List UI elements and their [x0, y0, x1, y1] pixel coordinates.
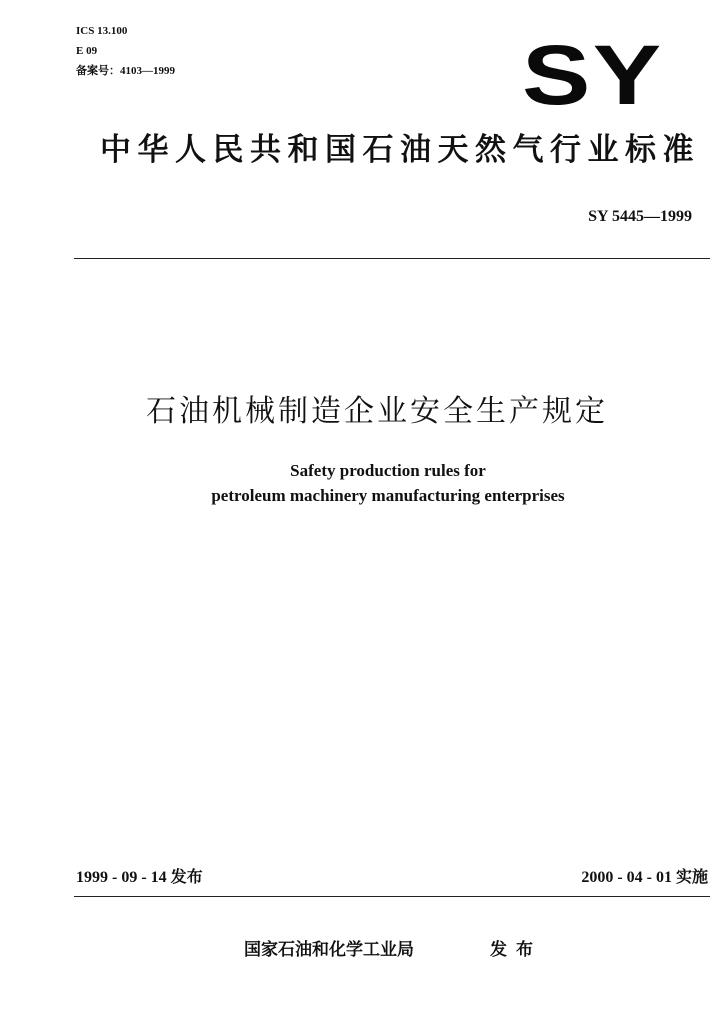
publisher-name: 国家石油和化学工业局	[244, 940, 414, 960]
standard-number: SY 5445—1999	[588, 208, 692, 225]
issue-date: 1999 - 09 - 14 发布	[76, 869, 203, 886]
implementation-date: 2000 - 04 - 01 实施	[581, 869, 708, 886]
document-title-en-line2: petroleum machinery manufacturing enterprises	[211, 486, 565, 505]
document-title-cn: 石油机械制造企业安全生产规定	[146, 394, 608, 429]
ics-code: ICS 13.100	[76, 25, 128, 37]
standard-category-title: 中华人民共和国石油天然气行业标准	[100, 132, 700, 168]
record-number: 备案号：4103—1999	[76, 65, 175, 77]
top-divider	[74, 258, 710, 259]
sy-logo: SY	[522, 28, 664, 122]
publish-label: 发布	[490, 940, 542, 960]
document-title-en-line1: Safety production rules for	[290, 461, 486, 480]
bottom-divider	[74, 896, 710, 897]
classification-code: E 09	[76, 45, 98, 57]
